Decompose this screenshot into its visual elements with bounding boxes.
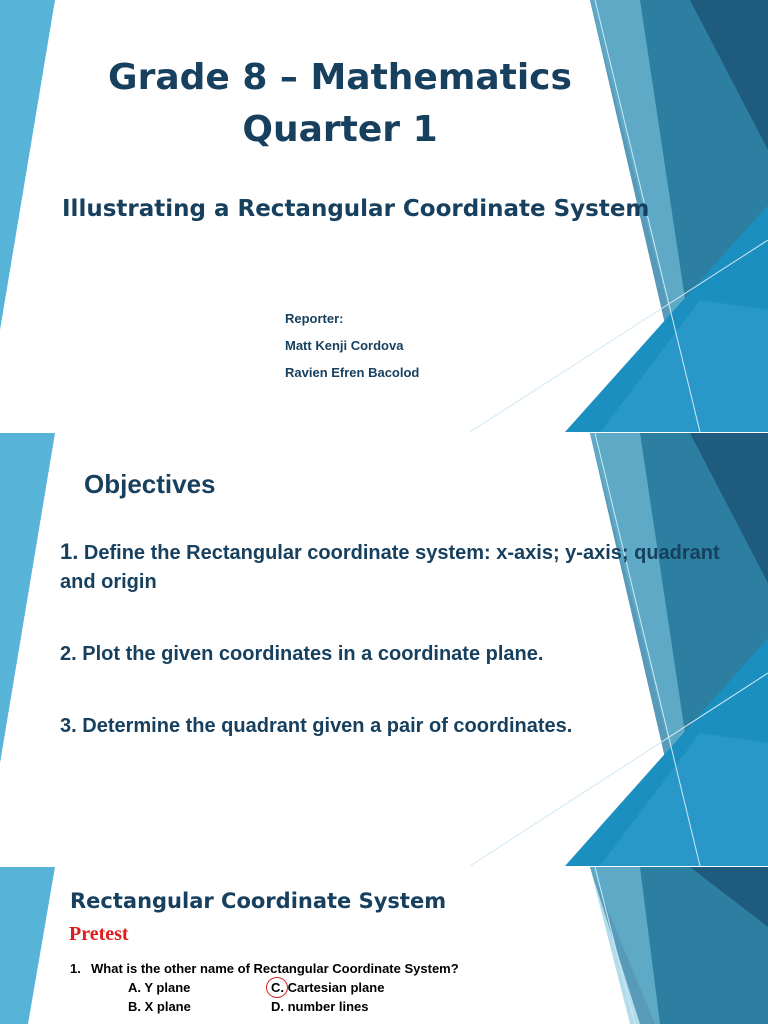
objective-item <box>60 712 720 741</box>
objective-number: 1. <box>60 539 79 564</box>
objective-item <box>60 640 720 669</box>
choice-a: A. Y plane <box>128 980 191 995</box>
title-slide <box>0 0 768 432</box>
objective-text: Plot the given coordinates in a coordinate plane. <box>82 643 544 665</box>
question-number: 1. <box>70 961 81 976</box>
reporter-label: Reporter: <box>285 311 344 326</box>
objective-text: Define the Rectangular coordinate system: x-axis; y-axis; quadrant and origin <box>60 542 720 593</box>
left-accent-shape <box>0 0 55 330</box>
reporter-name: Matt Kenji Cordova <box>285 338 404 353</box>
objectives-slide <box>0 433 768 866</box>
objective-item <box>60 537 720 597</box>
slide-title-line-1: Grade 8 – Mathematics <box>108 57 572 98</box>
objective-number: 3. <box>60 715 77 737</box>
question-text: What is the other name of Rectangular Coordinate System? <box>91 961 459 976</box>
slide-subtitle: Illustrating a Rectangular Coordinate System <box>62 196 650 222</box>
objective-number: 2. <box>60 643 77 665</box>
objective-text: Determine the quadrant given a pair of coordinates. <box>82 715 573 737</box>
slide-heading: Rectangular Coordinate System <box>70 889 447 913</box>
pretest-slide <box>0 867 768 1024</box>
objectives-heading: Objectives <box>84 469 216 499</box>
slide-title-line-2: Quarter 1 <box>242 109 438 150</box>
left-accent-shape <box>0 433 55 763</box>
reporter-name: Ravien Efren Bacolod <box>285 365 420 380</box>
choice-d: D. number lines <box>271 999 369 1014</box>
choice-c: C. Cartesian plane <box>271 980 385 995</box>
left-accent-shape <box>0 867 55 1024</box>
pretest-label: Pretest <box>69 923 129 945</box>
choice-b: B. X plane <box>128 999 191 1014</box>
